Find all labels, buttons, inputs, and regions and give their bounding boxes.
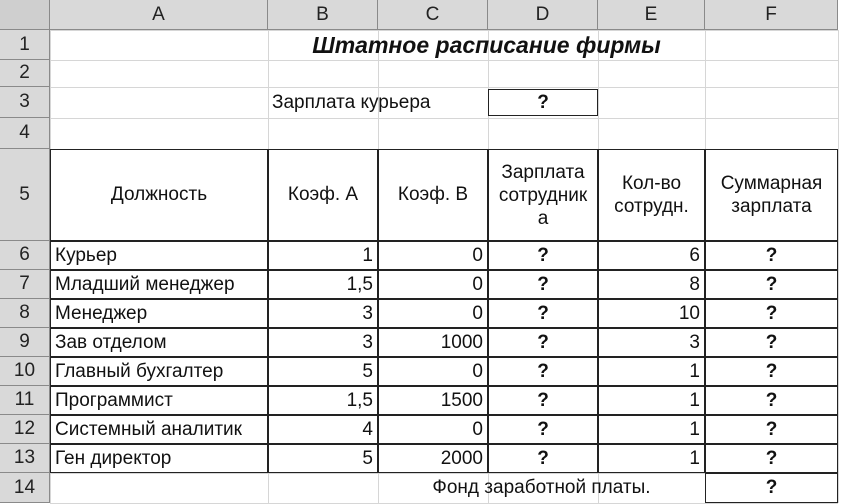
cell-coef-b[interactable]: 0 (378, 415, 488, 444)
cell-salary[interactable]: ? (488, 415, 598, 444)
cell-coef-b[interactable]: 1000 (378, 328, 488, 357)
cell-total[interactable]: ? (705, 270, 838, 299)
cell-position[interactable]: Главный бухгалтер (50, 357, 268, 386)
cell-position[interactable]: Программист (50, 386, 268, 415)
cell-coef-b[interactable]: 0 (378, 241, 488, 270)
cell-salary[interactable]: ? (488, 444, 598, 473)
row-header-2[interactable]: 2 (0, 60, 50, 87)
cell-coef-a[interactable]: 3 (268, 299, 378, 328)
column-header-d[interactable]: D (488, 0, 598, 30)
cell-total[interactable]: ? (705, 328, 838, 357)
cell-salary[interactable]: ? (488, 299, 598, 328)
row-header-11[interactable]: 11 (0, 386, 50, 415)
cell-coef-b[interactable]: 0 (378, 270, 488, 299)
gridline-vertical (838, 30, 839, 503)
sheet-title[interactable]: Штатное расписание фирмы (312, 31, 661, 58)
cell-total[interactable]: ? (705, 299, 838, 328)
cell-position[interactable]: Ген директор (50, 444, 268, 473)
cell-coef-a[interactable]: 3 (268, 328, 378, 357)
cell-salary[interactable]: ? (488, 241, 598, 270)
cell-total[interactable]: ? (705, 241, 838, 270)
cell-count[interactable]: 1 (598, 357, 705, 386)
cell-salary[interactable]: ? (488, 357, 598, 386)
header-count[interactable] (598, 149, 705, 241)
header-salary-line-3: а (537, 207, 549, 229)
header-position[interactable]: Должность (50, 149, 268, 241)
cell-coef-a[interactable]: 4 (268, 415, 378, 444)
row-header-8[interactable]: 8 (0, 299, 50, 328)
cell-salary[interactable]: ? (488, 328, 598, 357)
fund-value-cell[interactable]: ? (705, 473, 838, 503)
column-header-a[interactable]: A (50, 0, 268, 30)
cell-count[interactable]: 6 (598, 241, 705, 270)
cell-total[interactable]: ? (705, 415, 838, 444)
fund-label[interactable]: Фонд заработной платы. (432, 477, 651, 498)
column-header-c[interactable]: C (378, 0, 488, 30)
cell-salary[interactable]: ? (488, 270, 598, 299)
row-header-5[interactable]: 5 (0, 149, 50, 241)
cell-total[interactable]: ? (705, 386, 838, 415)
cell-position[interactable]: Системный аналитик (50, 415, 268, 444)
row-header-3[interactable]: 3 (0, 87, 50, 118)
select-all-corner[interactable] (0, 0, 50, 30)
row-header-10[interactable]: 10 (0, 357, 50, 386)
cell-position[interactable]: Курьер (50, 241, 268, 270)
header-salary-line-1: Зарплата (501, 161, 585, 183)
cell-coef-a[interactable]: 1 (268, 241, 378, 270)
header-count-line-2: сотрудн. (614, 196, 689, 217)
header-coef-b[interactable]: Коэф. В (378, 149, 488, 241)
cell-position[interactable]: Зав отделом (50, 328, 268, 357)
row-header-6[interactable]: 6 (0, 241, 50, 270)
header-count-line-1: Кол-во (621, 173, 682, 194)
cell-count[interactable]: 8 (598, 270, 705, 299)
header-salary[interactable] (488, 149, 598, 241)
cell-count[interactable]: 1 (598, 386, 705, 415)
column-header-f[interactable]: F (705, 0, 838, 30)
cell-coef-a[interactable]: 5 (268, 444, 378, 473)
row-header-7[interactable]: 7 (0, 270, 50, 299)
cell-coef-a[interactable]: 1,5 (268, 386, 378, 415)
gridline-horizontal (50, 60, 838, 61)
row-header-9[interactable]: 9 (0, 328, 50, 357)
cell-count[interactable]: 1 (598, 415, 705, 444)
cell-count[interactable]: 1 (598, 444, 705, 473)
header-total-line-1: Суммарная (720, 173, 823, 194)
cell-coef-a[interactable]: 1,5 (268, 270, 378, 299)
cell-total[interactable]: ? (705, 357, 838, 386)
cell-total[interactable]: ? (705, 444, 838, 473)
gridline-horizontal (50, 118, 838, 119)
header-total-line-2: зарплата (731, 196, 812, 217)
cell-count[interactable]: 3 (598, 328, 705, 357)
cell-position[interactable]: Менеджер (50, 299, 268, 328)
row-header-4[interactable]: 4 (0, 118, 50, 149)
cell-salary[interactable]: ? (488, 386, 598, 415)
cell-count[interactable]: 10 (598, 299, 705, 328)
cell-coef-b[interactable]: 2000 (378, 444, 488, 473)
courier-salary-cell[interactable]: ? (488, 89, 598, 116)
row-header-12[interactable]: 12 (0, 415, 50, 444)
row-header-1[interactable]: 1 (0, 30, 50, 60)
cell-coef-b[interactable]: 0 (378, 357, 488, 386)
row-header-13[interactable]: 13 (0, 444, 50, 473)
column-header-e[interactable]: E (598, 0, 705, 30)
cell-coef-b[interactable]: 0 (378, 299, 488, 328)
courier-salary-label[interactable]: Зарплата курьера (272, 91, 431, 113)
row-header-14[interactable]: 14 (0, 473, 50, 503)
cell-coef-a[interactable]: 5 (268, 357, 378, 386)
header-salary-line-2: сотрудник (498, 184, 588, 206)
cell-coef-b[interactable]: 1500 (378, 386, 488, 415)
header-coef-a[interactable]: Коэф. А (268, 149, 378, 241)
column-header-b[interactable]: B (268, 0, 378, 30)
cell-position[interactable]: Младший менеджер (50, 270, 268, 299)
header-total[interactable] (705, 149, 838, 241)
